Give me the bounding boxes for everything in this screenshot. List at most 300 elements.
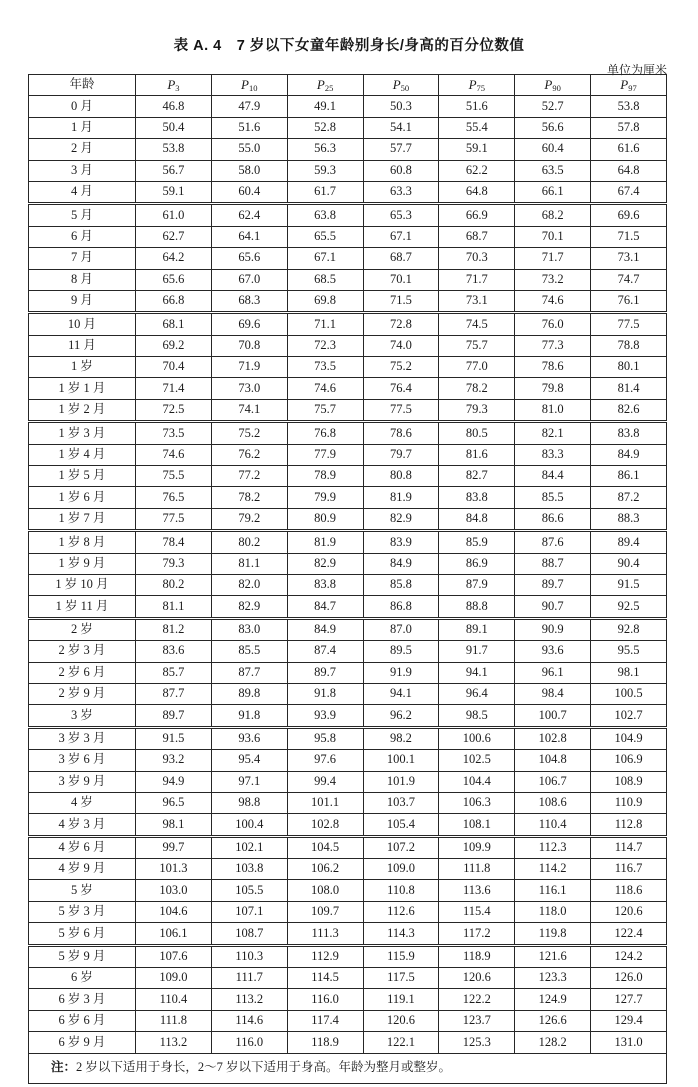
value-cell: 75.7 (287, 399, 363, 421)
value-cell: 98.2 (363, 727, 439, 749)
value-cell: 60.8 (363, 160, 439, 181)
age-cell: 3 岁 6 月 (29, 750, 136, 771)
value-cell: 69.6 (591, 204, 667, 226)
age-cell: 1 岁 6 月 (29, 487, 136, 508)
value-cell: 62.7 (136, 226, 212, 247)
table-row (29, 487, 667, 508)
value-cell: 89.7 (515, 574, 591, 595)
value-cell: 65.6 (136, 269, 212, 290)
value-cell: 124.9 (515, 989, 591, 1010)
age-cell: 2 岁 9 月 (29, 683, 136, 704)
value-cell: 64.2 (136, 248, 212, 269)
value-cell: 71.7 (439, 269, 515, 290)
value-cell: 99.7 (136, 836, 212, 858)
unit-label: 单位为厘米 (606, 63, 667, 77)
note-row (29, 1053, 667, 1083)
value-cell: 110.9 (591, 792, 667, 813)
table-row (29, 683, 667, 704)
value-cell: 96.4 (439, 683, 515, 704)
value-cell: 74.7 (591, 269, 667, 290)
value-cell: 68.3 (211, 290, 287, 312)
percentile-column-header: $P_{97}$ (591, 75, 667, 96)
value-cell: 109.7 (287, 901, 363, 922)
value-cell: 113.2 (211, 989, 287, 1010)
table-row (29, 335, 667, 356)
table-row (29, 96, 667, 117)
value-cell: 114.3 (363, 923, 439, 945)
value-cell: 58.0 (211, 160, 287, 181)
percentile-column-header: $P_{25}$ (287, 75, 363, 96)
age-cell: 1 岁 3 月 (29, 422, 136, 444)
age-cell: 2 月 (29, 139, 136, 160)
value-cell: 81.9 (287, 531, 363, 553)
value-cell: 86.8 (363, 596, 439, 618)
value-cell: 73.1 (439, 290, 515, 312)
value-cell: 103.8 (211, 859, 287, 880)
value-cell: 88.7 (515, 553, 591, 574)
age-cell: 9 月 (29, 290, 136, 312)
value-cell: 64.8 (591, 160, 667, 181)
value-cell: 76.2 (211, 444, 287, 465)
value-cell: 65.5 (287, 226, 363, 247)
value-cell: 82.7 (439, 466, 515, 487)
table-row (29, 248, 667, 269)
value-cell: 79.2 (211, 508, 287, 530)
value-cell: 91.8 (211, 705, 287, 727)
table-title: 表 A. 4 7 岁以下女童年龄别身长/身高的百分位数值 (173, 38, 525, 54)
table-body (29, 96, 667, 1053)
value-cell: 111.8 (439, 859, 515, 880)
value-cell: 88.3 (591, 508, 667, 530)
value-cell: 96.2 (363, 705, 439, 727)
age-cell: 11 月 (29, 335, 136, 356)
value-cell: 83.6 (136, 641, 212, 662)
value-cell: 82.6 (591, 399, 667, 421)
value-cell: 116.7 (591, 859, 667, 880)
value-cell: 77.3 (515, 335, 591, 356)
value-cell: 77.5 (363, 399, 439, 421)
value-cell: 68.2 (515, 204, 591, 226)
table-row (29, 378, 667, 399)
value-cell: 110.3 (211, 945, 287, 967)
age-cell: 10 月 (29, 313, 136, 335)
value-cell: 56.3 (287, 139, 363, 160)
value-cell: 82.9 (287, 553, 363, 574)
note-text: 2 岁以下适用于身长，2～7 岁以下适用于身高。年龄为整月或整岁。 (76, 1060, 452, 1075)
value-cell: 123.3 (515, 968, 591, 989)
value-cell: 59.1 (136, 181, 212, 203)
value-cell: 71.1 (287, 313, 363, 335)
value-cell: 100.6 (439, 727, 515, 749)
value-cell: 131.0 (591, 1032, 667, 1053)
age-cell: 2 岁 (29, 618, 136, 640)
value-cell: 67.1 (287, 248, 363, 269)
value-cell: 123.7 (439, 1010, 515, 1031)
age-cell: 3 岁 (29, 705, 136, 727)
value-cell: 100.7 (515, 705, 591, 727)
value-cell: 106.9 (591, 750, 667, 771)
value-cell: 89.5 (363, 641, 439, 662)
value-cell: 100.5 (591, 683, 667, 704)
value-cell: 84.9 (591, 444, 667, 465)
table-row (29, 792, 667, 813)
value-cell: 74.5 (439, 313, 515, 335)
value-cell: 103.7 (363, 792, 439, 813)
value-cell: 118.9 (439, 945, 515, 967)
value-cell: 68.5 (287, 269, 363, 290)
table-header-row (29, 75, 667, 96)
value-cell: 91.5 (136, 727, 212, 749)
value-cell: 107.6 (136, 945, 212, 967)
value-cell: 57.8 (591, 117, 667, 138)
age-cell: 0 月 (29, 96, 136, 117)
value-cell: 49.1 (287, 96, 363, 117)
value-cell: 104.5 (287, 836, 363, 858)
value-cell: 126.6 (515, 1010, 591, 1031)
value-cell: 110.8 (363, 880, 439, 901)
age-cell: 5 月 (29, 204, 136, 226)
value-cell: 71.5 (363, 290, 439, 312)
value-cell: 81.9 (363, 487, 439, 508)
value-cell: 110.4 (136, 989, 212, 1010)
value-cell: 120.6 (363, 1010, 439, 1031)
value-cell: 118.0 (515, 901, 591, 922)
value-cell: 93.6 (515, 641, 591, 662)
value-cell: 87.7 (136, 683, 212, 704)
value-cell: 129.4 (591, 1010, 667, 1031)
value-cell: 69.6 (211, 313, 287, 335)
value-cell: 87.0 (363, 618, 439, 640)
value-cell: 106.3 (439, 792, 515, 813)
value-cell: 69.2 (136, 335, 212, 356)
percentile-column-header: $P_{50}$ (363, 75, 439, 96)
age-cell: 5 岁 (29, 880, 136, 901)
value-cell: 98.8 (211, 792, 287, 813)
value-cell: 81.1 (211, 553, 287, 574)
value-cell: 110.4 (515, 814, 591, 836)
value-cell: 89.7 (287, 662, 363, 683)
value-cell: 83.9 (363, 531, 439, 553)
age-cell: 6 岁 3 月 (29, 989, 136, 1010)
value-cell: 89.4 (591, 531, 667, 553)
value-cell: 86.9 (439, 553, 515, 574)
value-cell: 82.0 (211, 574, 287, 595)
value-cell: 91.9 (363, 662, 439, 683)
value-cell: 80.5 (439, 422, 515, 444)
age-cell: 5 岁 9 月 (29, 945, 136, 967)
value-cell: 111.8 (136, 1010, 212, 1031)
value-cell: 120.6 (591, 901, 667, 922)
value-cell: 90.7 (515, 596, 591, 618)
value-cell: 84.8 (439, 508, 515, 530)
value-cell: 78.9 (287, 466, 363, 487)
table-row (29, 290, 667, 312)
value-cell: 73.2 (515, 269, 591, 290)
value-cell: 56.6 (515, 117, 591, 138)
value-cell: 109.0 (136, 968, 212, 989)
value-cell: 72.8 (363, 313, 439, 335)
value-cell: 93.2 (136, 750, 212, 771)
value-cell: 86.1 (591, 466, 667, 487)
value-cell: 82.9 (211, 596, 287, 618)
age-cell: 2 岁 6 月 (29, 662, 136, 683)
age-cell: 1 岁 8 月 (29, 531, 136, 553)
table-row (29, 269, 667, 290)
age-cell: 1 岁 (29, 357, 136, 378)
value-cell: 67.1 (363, 226, 439, 247)
value-cell: 76.1 (591, 290, 667, 312)
value-cell: 67.4 (591, 181, 667, 203)
value-cell: 105.4 (363, 814, 439, 836)
value-cell: 97.1 (211, 771, 287, 792)
value-cell: 61.6 (591, 139, 667, 160)
age-cell: 4 月 (29, 181, 136, 203)
value-cell: 100.1 (363, 750, 439, 771)
value-cell: 91.5 (591, 574, 667, 595)
value-cell: 120.6 (439, 968, 515, 989)
value-cell: 87.9 (439, 574, 515, 595)
value-cell: 113.2 (136, 1032, 212, 1053)
value-cell: 74.0 (363, 335, 439, 356)
table-row (29, 859, 667, 880)
value-cell: 80.8 (363, 466, 439, 487)
table-row (29, 160, 667, 181)
age-cell: 5 岁 6 月 (29, 923, 136, 945)
value-cell: 86.6 (515, 508, 591, 530)
value-cell: 81.1 (136, 596, 212, 618)
value-cell: 93.9 (287, 705, 363, 727)
value-cell: 104.8 (515, 750, 591, 771)
value-cell: 97.6 (287, 750, 363, 771)
value-cell: 70.3 (439, 248, 515, 269)
table-row (29, 313, 667, 335)
value-cell: 70.1 (515, 226, 591, 247)
value-cell: 84.4 (515, 466, 591, 487)
value-cell: 108.6 (515, 792, 591, 813)
value-cell: 114.6 (211, 1010, 287, 1031)
value-cell: 104.9 (591, 727, 667, 749)
value-cell: 106.1 (136, 923, 212, 945)
value-cell: 93.6 (211, 727, 287, 749)
value-cell: 54.1 (363, 117, 439, 138)
value-cell: 55.0 (211, 139, 287, 160)
value-cell: 128.2 (515, 1032, 591, 1053)
value-cell: 55.4 (439, 117, 515, 138)
value-cell: 109.0 (363, 859, 439, 880)
value-cell: 84.9 (287, 618, 363, 640)
value-cell: 77.2 (211, 466, 287, 487)
table-row (29, 945, 667, 967)
value-cell: 112.6 (363, 901, 439, 922)
table-row (29, 596, 667, 618)
value-cell: 119.1 (363, 989, 439, 1010)
value-cell: 67.0 (211, 269, 287, 290)
age-cell: 6 岁 (29, 968, 136, 989)
value-cell: 114.2 (515, 859, 591, 880)
value-cell: 90.4 (591, 553, 667, 574)
value-cell: 61.7 (287, 181, 363, 203)
age-cell: 3 岁 3 月 (29, 727, 136, 749)
value-cell: 98.5 (439, 705, 515, 727)
value-cell: 101.9 (363, 771, 439, 792)
value-cell: 70.1 (363, 269, 439, 290)
value-cell: 118.6 (591, 880, 667, 901)
value-cell: 61.0 (136, 204, 212, 226)
value-cell: 79.8 (515, 378, 591, 399)
value-cell: 84.7 (287, 596, 363, 618)
value-cell: 72.3 (287, 335, 363, 356)
value-cell: 52.8 (287, 117, 363, 138)
age-cell: 1 月 (29, 117, 136, 138)
age-cell: 3 岁 9 月 (29, 771, 136, 792)
value-cell: 118.9 (287, 1032, 363, 1053)
value-cell: 77.9 (287, 444, 363, 465)
value-cell: 94.1 (439, 662, 515, 683)
value-cell: 74.6 (287, 378, 363, 399)
value-cell: 108.9 (591, 771, 667, 792)
value-cell: 87.2 (591, 487, 667, 508)
value-cell: 102.7 (591, 705, 667, 727)
value-cell: 65.6 (211, 248, 287, 269)
table-row (29, 727, 667, 749)
age-cell: 4 岁 (29, 792, 136, 813)
age-cell: 1 岁 1 月 (29, 378, 136, 399)
value-cell: 104.4 (439, 771, 515, 792)
table-row (29, 574, 667, 595)
value-cell: 125.3 (439, 1032, 515, 1053)
value-cell: 73.5 (287, 357, 363, 378)
value-cell: 66.8 (136, 290, 212, 312)
age-cell: 8 月 (29, 269, 136, 290)
value-cell: 46.8 (136, 96, 212, 117)
value-cell: 96.1 (515, 662, 591, 683)
value-cell: 115.9 (363, 945, 439, 967)
table-row (29, 989, 667, 1010)
value-cell: 64.8 (439, 181, 515, 203)
value-cell: 71.7 (515, 248, 591, 269)
age-cell: 3 月 (29, 160, 136, 181)
value-cell: 83.8 (287, 574, 363, 595)
value-cell: 80.9 (287, 508, 363, 530)
value-cell: 85.8 (363, 574, 439, 595)
table-row (29, 814, 667, 836)
value-cell: 117.5 (363, 968, 439, 989)
table-row (29, 901, 667, 922)
table-row (29, 357, 667, 378)
value-cell: 108.0 (287, 880, 363, 901)
value-cell: 103.0 (136, 880, 212, 901)
value-cell: 82.1 (515, 422, 591, 444)
value-cell: 88.8 (439, 596, 515, 618)
value-cell: 71.4 (136, 378, 212, 399)
value-cell: 51.6 (439, 96, 515, 117)
value-cell: 62.4 (211, 204, 287, 226)
value-cell: 76.4 (363, 378, 439, 399)
value-cell: 71.9 (211, 357, 287, 378)
value-cell: 87.6 (515, 531, 591, 553)
percentile-column-header: $P_{75}$ (439, 75, 515, 96)
value-cell: 116.1 (515, 880, 591, 901)
value-cell: 63.8 (287, 204, 363, 226)
value-cell: 107.1 (211, 901, 287, 922)
note-label: 注： (51, 1060, 77, 1075)
value-cell: 77.5 (136, 508, 212, 530)
value-cell: 100.4 (211, 814, 287, 836)
value-cell: 77.0 (439, 357, 515, 378)
value-cell: 114.5 (287, 968, 363, 989)
value-cell: 57.7 (363, 139, 439, 160)
age-cell: 4 岁 3 月 (29, 814, 136, 836)
value-cell: 99.4 (287, 771, 363, 792)
table-row (29, 444, 667, 465)
value-cell: 51.6 (211, 117, 287, 138)
value-cell: 59.1 (439, 139, 515, 160)
value-cell: 124.2 (591, 945, 667, 967)
value-cell: 109.9 (439, 836, 515, 858)
value-cell: 68.1 (136, 313, 212, 335)
value-cell: 75.2 (363, 357, 439, 378)
value-cell: 73.1 (591, 248, 667, 269)
value-cell: 84.9 (363, 553, 439, 574)
value-cell: 80.2 (136, 574, 212, 595)
value-cell: 87.7 (211, 662, 287, 683)
value-cell: 81.4 (591, 378, 667, 399)
value-cell: 59.3 (287, 160, 363, 181)
value-cell: 53.8 (591, 96, 667, 117)
value-cell: 96.5 (136, 792, 212, 813)
age-cell: 6 岁 6 月 (29, 1010, 136, 1031)
table-row (29, 618, 667, 640)
table-row (29, 117, 667, 138)
value-cell: 62.2 (439, 160, 515, 181)
value-cell: 121.6 (515, 945, 591, 967)
value-cell: 83.8 (439, 487, 515, 508)
value-cell: 101.3 (136, 859, 212, 880)
value-cell: 78.6 (515, 357, 591, 378)
value-cell: 56.7 (136, 160, 212, 181)
value-cell: 108.7 (211, 923, 287, 945)
table-row (29, 399, 667, 421)
age-cell: 1 岁 11 月 (29, 596, 136, 618)
table-row (29, 226, 667, 247)
age-cell: 4 岁 9 月 (29, 859, 136, 880)
value-cell: 76.0 (515, 313, 591, 335)
table-row (29, 508, 667, 530)
value-cell: 76.5 (136, 487, 212, 508)
value-cell: 112.9 (287, 945, 363, 967)
value-cell: 73.0 (211, 378, 287, 399)
value-cell: 104.6 (136, 901, 212, 922)
value-cell: 78.6 (363, 422, 439, 444)
value-cell: 78.4 (136, 531, 212, 553)
table-row (29, 531, 667, 553)
value-cell: 70.8 (211, 335, 287, 356)
table-row (29, 139, 667, 160)
value-cell: 78.2 (439, 378, 515, 399)
value-cell: 127.7 (591, 989, 667, 1010)
age-cell: 1 岁 7 月 (29, 508, 136, 530)
value-cell: 105.5 (211, 880, 287, 901)
value-cell: 89.8 (211, 683, 287, 704)
value-cell: 68.7 (439, 226, 515, 247)
value-cell: 77.5 (591, 313, 667, 335)
value-cell: 83.0 (211, 618, 287, 640)
value-cell: 94.1 (363, 683, 439, 704)
percentile-column-header: $P_{90}$ (515, 75, 591, 96)
value-cell: 92.8 (591, 618, 667, 640)
value-cell: 85.5 (211, 641, 287, 662)
value-cell: 76.8 (287, 422, 363, 444)
